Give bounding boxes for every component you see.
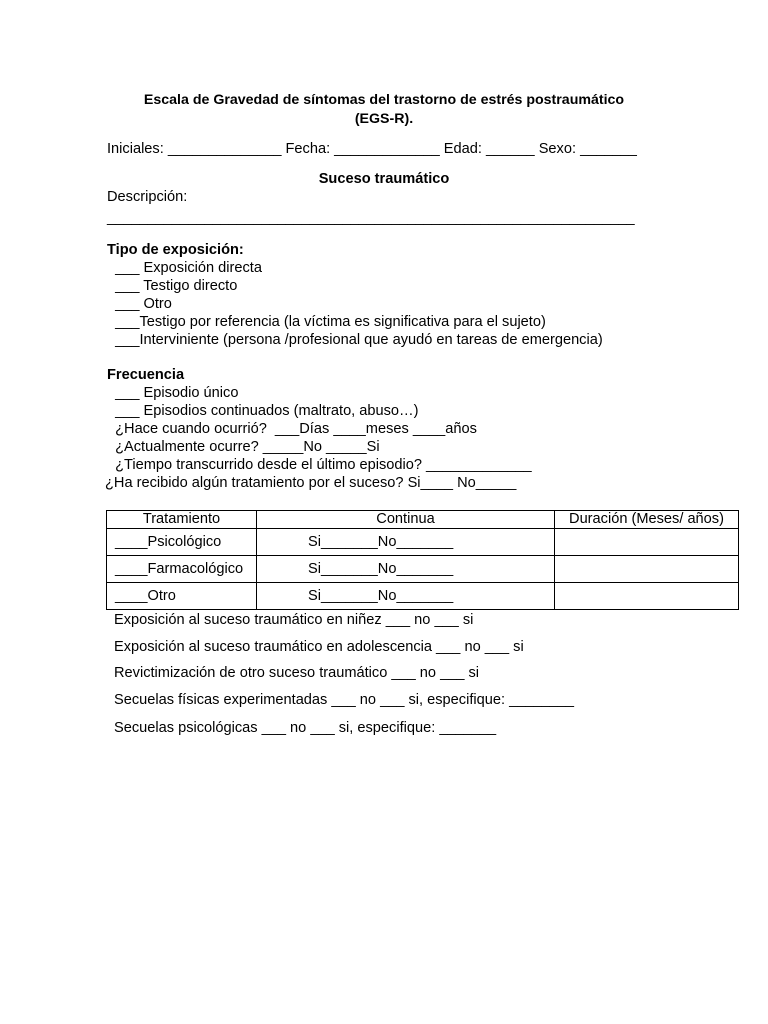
exposure-option: ___Interviniente (persona /profesional que ayudó en tareas de emergencia) — [107, 332, 603, 348]
exposure-option: ___ Testigo directo — [107, 278, 238, 294]
table-header-row — [107, 511, 739, 529]
history-line: Exposición al suceso traumático en adolescencia ___ no ___ si — [114, 639, 524, 655]
table-row — [107, 556, 739, 583]
duracion-cell — [555, 529, 739, 556]
exposure-option: ___ Otro — [107, 296, 172, 312]
treatment-cell: ____Farmacológico — [107, 556, 257, 583]
treatment-cell: ____Psicológico — [107, 529, 257, 556]
treatment-cell: ____Otro — [107, 583, 257, 610]
continua-cell: Si_______No_______ — [257, 529, 555, 556]
header-tratamiento: Tratamiento — [107, 511, 257, 529]
frequency-line: ___ Episodio único — [107, 385, 239, 401]
frequency-heading: Frecuencia — [107, 367, 185, 383]
exposure-option: ___ Exposición directa — [107, 260, 262, 276]
identification-line: Iniciales: ______________ Fecha: _____________ Edad: ______ Sexo: _______ — [107, 141, 637, 157]
description-blank: _________________________________________________________________ — [107, 210, 635, 226]
history-line: Exposición al suceso traumático en niñez ___ no ___ si — [114, 612, 474, 628]
table-row — [107, 583, 739, 610]
table-row — [107, 529, 739, 556]
history-line: Secuelas psicológicas ___ no ___ si, especifique: _______ — [114, 720, 497, 736]
frequency-line: ¿Hace cuando ocurrió? ___Días ____meses ____años — [107, 421, 477, 437]
frequency-line: ¿Tiempo transcurrido desde el último episodio? _____________ — [107, 457, 532, 473]
document-title-line1: Escala de Gravedad de síntomas del trastorno de estrés postraumático — [143, 92, 625, 108]
frequency-line: ___ Episodios continuados (maltrato, abuso…) — [107, 403, 419, 419]
exposure-heading: Tipo de exposición: — [107, 242, 244, 258]
duracion-cell — [555, 556, 739, 583]
history-line: Revictimización de otro suceso traumático ___ no ___ si — [114, 665, 480, 681]
description-label: Descripción: — [107, 189, 188, 205]
document-title-line2: (EGS-R). — [354, 111, 414, 127]
continua-cell: Si_______No_______ — [257, 556, 555, 583]
header-continua: Continua — [257, 511, 555, 529]
header-duracion: Duración (Meses/ años) — [555, 511, 739, 529]
exposure-option: ___Testigo por referencia (la víctima es significativa para el sujeto) — [107, 314, 546, 330]
treatment-question: ¿Ha recibido algún tratamiento por el suceso? Si____ No_____ — [105, 475, 517, 491]
duracion-cell — [555, 583, 739, 610]
frequency-line: ¿Actualmente ocurre? _____No _____Si — [107, 439, 380, 455]
treatment-table — [106, 510, 739, 610]
history-line: Secuelas físicas experimentadas ___ no ___ si, especifique: ________ — [114, 692, 575, 708]
event-heading: Suceso traumático — [318, 171, 450, 187]
continua-cell: Si_______No_______ — [257, 583, 555, 610]
